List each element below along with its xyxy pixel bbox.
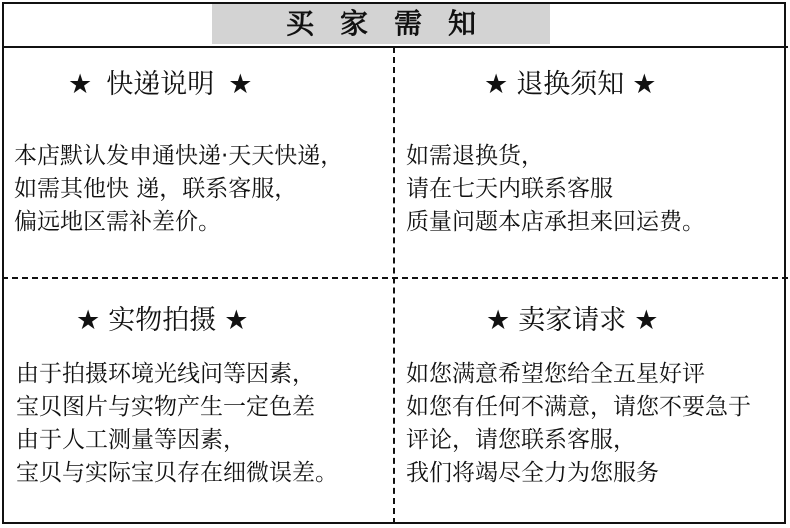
- column-divider: [393, 47, 395, 524]
- panel-title-label: 快递说明: [106, 69, 215, 100]
- panel-body: [16, 358, 338, 490]
- star-icon: ★: [632, 69, 657, 100]
- body-line: 如需其他快 递，联系客服，: [14, 176, 298, 202]
- body-line: 宝贝与实际宝贝存在细微误差。: [16, 460, 338, 486]
- star-icon: ★: [76, 305, 101, 336]
- star-icon: ★: [634, 305, 659, 336]
- page-title: 买家需知: [285, 7, 502, 40]
- panel-title: [76, 304, 248, 338]
- body-line: 偏远地区需补差价。: [14, 209, 221, 235]
- row-divider: [2, 277, 788, 279]
- star-icon: ★: [224, 305, 249, 336]
- body-line: 请在七天内联系客服: [406, 176, 613, 202]
- panel-title-label: 退换须知: [516, 69, 625, 100]
- body-line: 如需退换货，: [406, 143, 544, 169]
- panel-title: [68, 68, 252, 102]
- star-icon: ★: [228, 69, 253, 100]
- body-line: 由于人工测量等因素，: [16, 427, 246, 453]
- panel-return-policy: [396, 48, 784, 276]
- body-line: 如您有任何不满意，请您不要急于: [406, 394, 751, 420]
- star-icon: ★: [484, 69, 509, 100]
- star-icon: ★: [486, 305, 511, 336]
- star-icon: ★: [68, 69, 93, 100]
- panel-body: [406, 358, 751, 490]
- panel-shipping-info: [4, 48, 392, 276]
- body-line: 评论，请您联系客服，: [406, 427, 636, 453]
- panel-title: [484, 68, 656, 102]
- body-line: 如您满意希望您给全五星好评: [406, 361, 705, 387]
- panel-seller-request: [396, 280, 784, 522]
- panel-body: [406, 140, 705, 239]
- body-line: 由于拍摄环境光线问等因素，: [16, 361, 315, 387]
- panel-product-photos: [4, 280, 392, 522]
- body-line: 我们将竭尽全力为您服务: [406, 460, 659, 486]
- panel-body: [14, 140, 343, 239]
- body-line: 宝贝图片与实物产生一定色差: [16, 394, 315, 420]
- body-line: 本店默认发申通快递·天天快递，: [14, 143, 344, 169]
- panel-title-label: 实物拍摄: [108, 305, 217, 336]
- panel-title: [486, 304, 658, 338]
- body-line: 质量问题本店承担来回运费。: [406, 209, 705, 235]
- panel-title-label: 卖家请求: [518, 305, 627, 336]
